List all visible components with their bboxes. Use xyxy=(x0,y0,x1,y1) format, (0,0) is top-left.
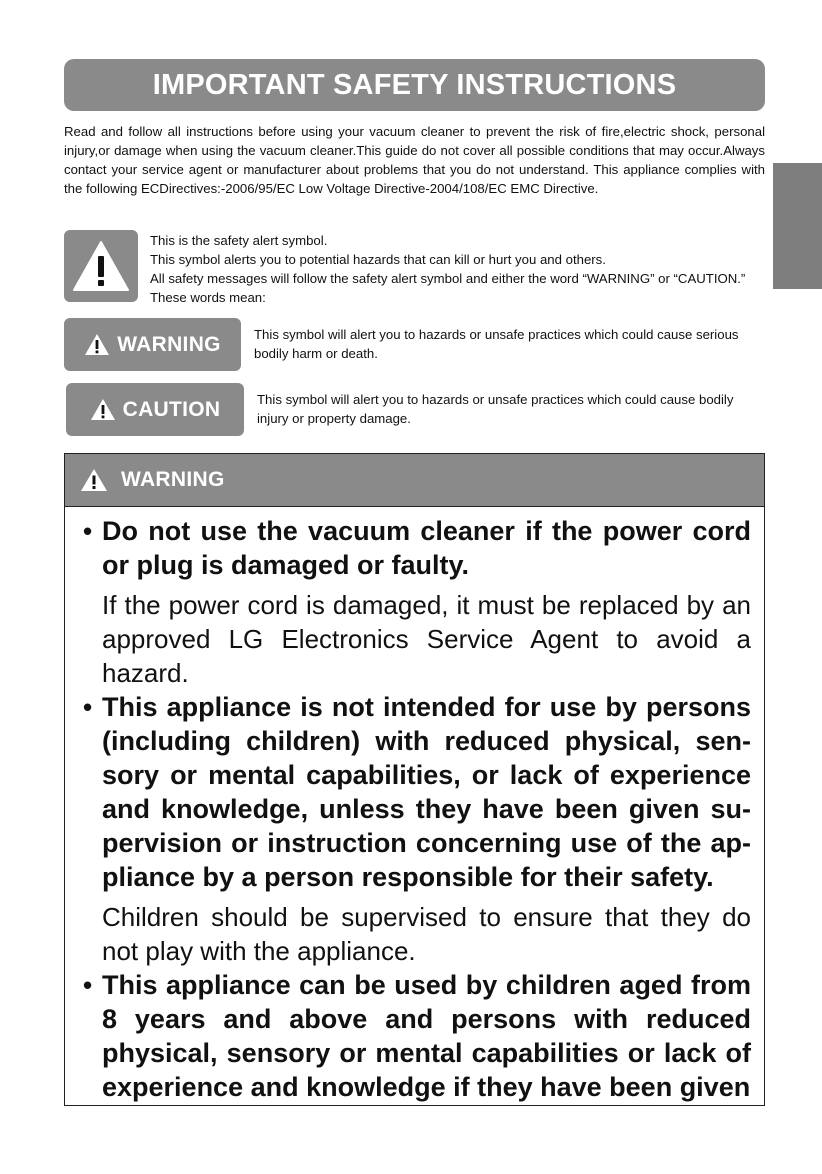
list-item xyxy=(83,514,751,690)
caution-description: This symbol will alert you to hazards or unsafe practices which could cause bodily injury or property damage. xyxy=(257,392,734,426)
title-banner xyxy=(64,59,765,111)
bullet: • xyxy=(83,692,93,722)
warning-panel xyxy=(64,453,765,1106)
caution-badge-label: CAUTION xyxy=(122,397,221,421)
alert-symbol-description xyxy=(150,231,765,307)
warning-list xyxy=(65,507,764,1104)
warning-panel-header xyxy=(65,454,764,507)
caution-badge xyxy=(66,383,244,436)
warning-triangle-icon xyxy=(90,398,116,421)
page-title: IMPORTANT SAFETY INSTRUCTIONS xyxy=(152,68,677,101)
warning-description: This symbol will alert you to hazards or unsafe practices which could cause serious bodily harm or death. xyxy=(254,327,739,361)
alert-line: This symbol alerts you to potential hazards that can kill or hurt you and others. xyxy=(150,252,606,267)
warning-triangle-icon xyxy=(80,468,108,492)
list-item xyxy=(83,690,751,968)
warning-badge-label: WARNING xyxy=(117,332,221,356)
intro-paragraph: Read and follow all instructions before using your vacuum cleaner to prevent the risk of fire,electric shock, personal injury,or damage when using the vacuum cleaner.This guide do not cover all possible conditions that may occur.Always contact your service agent or manufacturer about problems that you do not understand. This appliance complies with the following ECDirectives:-2006/95/EC Low Voltage Directive-2004/108/EC EMC Directive. xyxy=(64,124,765,196)
list-item xyxy=(83,968,751,1104)
bullet: • xyxy=(83,516,93,546)
warning-panel-title: WARNING xyxy=(121,468,225,491)
list-item-heading: This appliance can be used by children aged from 8 years and above and persons with reduced physical, sensory or mental capabilities or lack of experience and knowledge if they have been given xyxy=(102,970,751,1102)
warning-triangle-icon xyxy=(71,239,131,293)
list-item-text: Children should be supervised to ensure that they do not play with the appliance. xyxy=(102,902,751,966)
list-item-text: If the power cord is damaged, it must be replaced by an approved LG Electronics Service Agent to avoid a hazard. xyxy=(102,590,751,688)
alert-line: All safety messages will follow the safety alert symbol and either the word “WARNING” or “CAUTION.” These words mean: xyxy=(150,271,746,305)
warning-badge xyxy=(64,318,241,371)
list-item-heading: Do not use the vacuum cleaner if the power cord or plug is damaged or faulty. xyxy=(102,516,751,580)
safety-alert-symbol xyxy=(64,230,138,302)
bullet: • xyxy=(83,970,93,1000)
alert-line: This is the safety alert symbol. xyxy=(150,233,328,248)
section-side-tab xyxy=(773,163,822,289)
warning-triangle-icon xyxy=(84,333,110,356)
list-item-heading: This appliance is not intended for use by persons (including children) with reduced physical, sen-sory or mental capabilities, or lack of experience and knowledge, unless they have been given su-pervision or instruction concerning use of the ap-pliance by a person responsible for their safety. xyxy=(102,692,751,892)
